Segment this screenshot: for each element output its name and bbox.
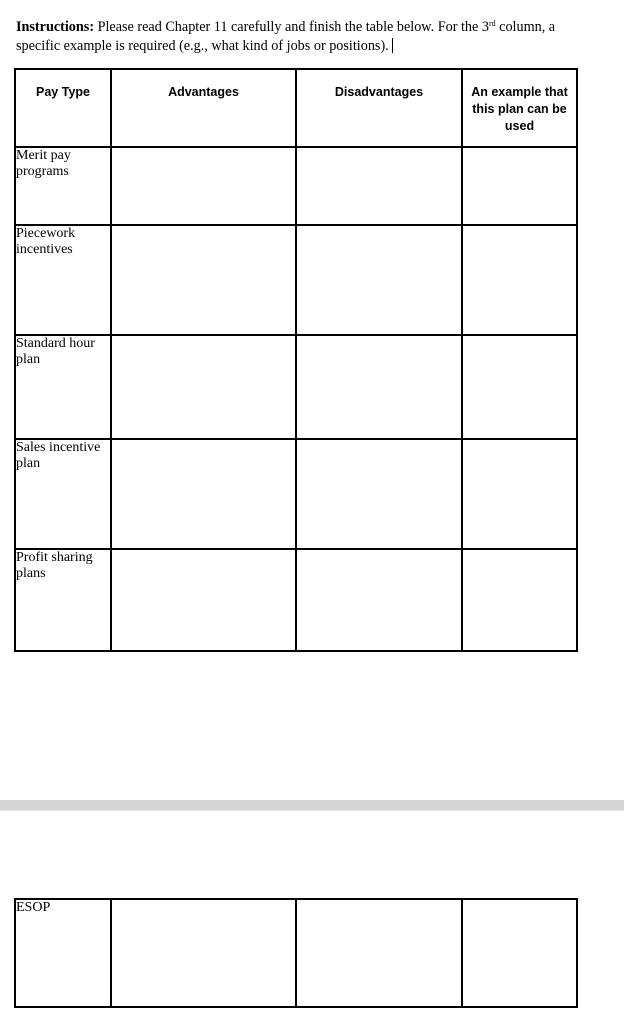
pay-type-table-continued [14, 898, 578, 1008]
row-label-piecework: Piecework incentives [15, 225, 111, 335]
cell-disadvantages[interactable] [296, 147, 462, 225]
cell-advantages[interactable] [111, 147, 296, 225]
cell-advantages[interactable] [111, 335, 296, 439]
table-row [15, 899, 577, 1007]
cell-advantages[interactable] [111, 439, 296, 549]
table-row [15, 335, 577, 439]
table-row [15, 439, 577, 549]
instructions-paragraph [16, 18, 586, 56]
cell-example[interactable] [462, 335, 577, 439]
cell-advantages[interactable] [111, 899, 296, 1007]
table-row [15, 225, 577, 335]
cell-advantages[interactable] [111, 225, 296, 335]
header-example: An example that this plan can be used [462, 69, 577, 147]
header-advantages: Advantages [111, 69, 296, 147]
row-label-profit-sharing: Profit sharing plans [15, 549, 111, 651]
cell-disadvantages[interactable] [296, 549, 462, 651]
cell-disadvantages[interactable] [296, 899, 462, 1007]
cell-example[interactable] [462, 225, 577, 335]
cell-example[interactable] [462, 899, 577, 1007]
row-label-sales-incentive: Sales incentive plan [15, 439, 111, 549]
cell-example[interactable] [462, 439, 577, 549]
cell-disadvantages[interactable] [296, 335, 462, 439]
ordinal-suffix: rd [488, 19, 496, 28]
cell-advantages[interactable] [111, 549, 296, 651]
cell-disadvantages[interactable] [296, 439, 462, 549]
table-row [15, 549, 577, 651]
header-row [15, 69, 577, 147]
header-disadvantages: Disadvantages [296, 69, 462, 147]
table-row [15, 147, 577, 225]
row-label-standard-hour: Standard hour plan [15, 335, 111, 439]
instructions-lead: Instructions: [16, 19, 95, 35]
page-break-separator [0, 800, 624, 811]
cell-disadvantages[interactable] [296, 225, 462, 335]
header-pay-type: Pay Type [15, 69, 111, 147]
row-label-merit-pay: Merit pay programs [15, 147, 111, 225]
cell-example[interactable] [462, 549, 577, 651]
text-cursor [392, 38, 394, 53]
cell-example[interactable] [462, 147, 577, 225]
row-label-esop: ESOP [15, 899, 111, 1007]
instructions-text-1: Please read Chapter 11 carefully and finish the table below. For the 3 [94, 19, 489, 35]
instructions-text-2: column, a specific example is required (e.g., what kind of jobs or positions). [16, 19, 556, 54]
pay-type-table [14, 68, 578, 652]
